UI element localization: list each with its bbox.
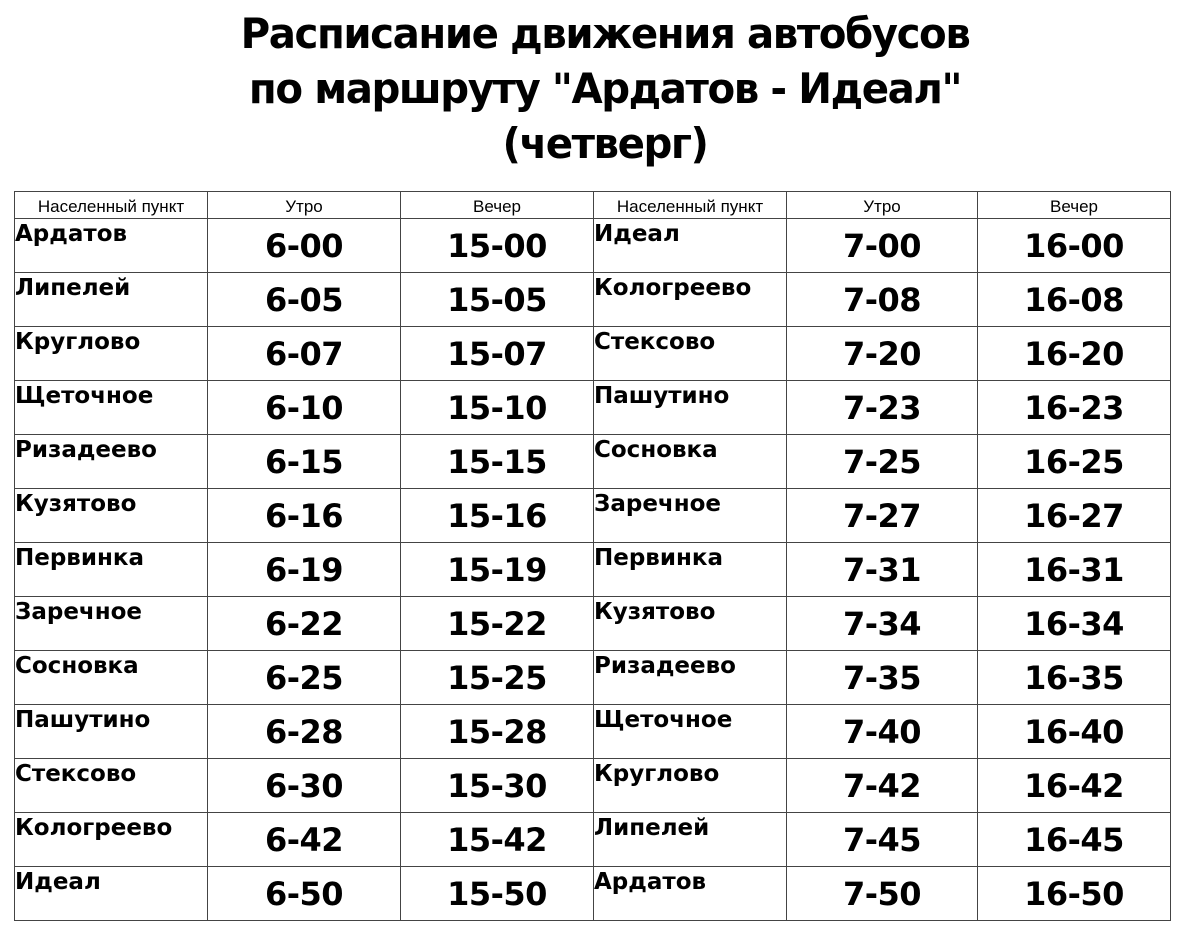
forward-evening-time: 15-28 [401, 705, 594, 759]
table-row [15, 435, 1171, 489]
table-row [15, 489, 1171, 543]
return-stop-cell: Кологреево [594, 273, 787, 327]
forward-evening-time: 15-22 [401, 597, 594, 651]
forward-morning-time: 6-22 [208, 597, 401, 651]
table-row [15, 813, 1171, 867]
return-morning-time: 7-27 [787, 489, 978, 543]
schedule-title [24, 6, 1181, 171]
table-row [15, 381, 1171, 435]
forward-morning-time: 6-07 [208, 327, 401, 381]
return-morning-time: 7-50 [787, 867, 978, 921]
forward-stop-cell: Кологреево [15, 813, 208, 867]
return-morning-time: 7-40 [787, 705, 978, 759]
table-row [15, 651, 1171, 705]
title-line-1: Расписание движения автобусов [240, 9, 970, 58]
forward-morning-time: 6-00 [208, 219, 401, 273]
forward-morning-time: 6-25 [208, 651, 401, 705]
forward-evening-time: 15-50 [401, 867, 594, 921]
return-evening-time: 16-25 [978, 435, 1171, 489]
forward-evening-time: 15-00 [401, 219, 594, 273]
forward-evening-time: 15-15 [401, 435, 594, 489]
header-return-stop: Населенный пункт [594, 192, 787, 219]
forward-morning-time: 6-15 [208, 435, 401, 489]
return-stop-cell: Круглово [594, 759, 787, 813]
table-row [15, 273, 1171, 327]
title-line-2: по маршруту "Ардатов - Идеал" [248, 64, 962, 113]
return-stop-cell: Заречное [594, 489, 787, 543]
forward-morning-time: 6-28 [208, 705, 401, 759]
return-morning-time: 7-25 [787, 435, 978, 489]
forward-morning-time: 6-16 [208, 489, 401, 543]
return-morning-time: 7-45 [787, 813, 978, 867]
return-stop-cell: Первинка [594, 543, 787, 597]
return-stop-cell: Ардатов [594, 867, 787, 921]
return-stop-cell: Ризадеево [594, 651, 787, 705]
return-evening-time: 16-42 [978, 759, 1171, 813]
return-morning-time: 7-20 [787, 327, 978, 381]
table-body [15, 219, 1171, 921]
forward-evening-time: 15-42 [401, 813, 594, 867]
return-stop-cell: Щеточное [594, 705, 787, 759]
forward-stop-cell: Ардатов [15, 219, 208, 273]
forward-evening-time: 15-05 [401, 273, 594, 327]
title-line-3: (четверг) [502, 119, 708, 168]
forward-stop-cell: Кузятово [15, 489, 208, 543]
return-evening-time: 16-34 [978, 597, 1171, 651]
return-stop-cell: Стексово [594, 327, 787, 381]
return-evening-time: 16-50 [978, 867, 1171, 921]
return-morning-time: 7-35 [787, 651, 978, 705]
table-header-row [15, 192, 1171, 219]
forward-stop-cell: Идеал [15, 867, 208, 921]
forward-evening-time: 15-10 [401, 381, 594, 435]
header-return-evening: Вечер [978, 192, 1171, 219]
return-morning-time: 7-00 [787, 219, 978, 273]
return-stop-cell: Кузятово [594, 597, 787, 651]
forward-evening-time: 15-16 [401, 489, 594, 543]
table-row [15, 867, 1171, 921]
return-evening-time: 16-08 [978, 273, 1171, 327]
forward-morning-time: 6-19 [208, 543, 401, 597]
header-forward-morning: Утро [208, 192, 401, 219]
forward-evening-time: 15-19 [401, 543, 594, 597]
return-evening-time: 16-23 [978, 381, 1171, 435]
forward-stop-cell: Заречное [15, 597, 208, 651]
return-morning-time: 7-42 [787, 759, 978, 813]
return-morning-time: 7-23 [787, 381, 978, 435]
return-stop-cell: Липелей [594, 813, 787, 867]
forward-morning-time: 6-10 [208, 381, 401, 435]
return-evening-time: 16-20 [978, 327, 1171, 381]
forward-stop-cell: Щеточное [15, 381, 208, 435]
return-stop-cell: Сосновка [594, 435, 787, 489]
bus-schedule-table [14, 191, 1171, 921]
forward-stop-cell: Пашутино [15, 705, 208, 759]
forward-stop-cell: Ризадеево [15, 435, 208, 489]
table-row [15, 759, 1171, 813]
table-row [15, 219, 1171, 273]
forward-evening-time: 15-30 [401, 759, 594, 813]
forward-evening-time: 15-07 [401, 327, 594, 381]
forward-stop-cell: Круглово [15, 327, 208, 381]
header-return-morning: Утро [787, 192, 978, 219]
return-evening-time: 16-00 [978, 219, 1171, 273]
forward-stop-cell: Липелей [15, 273, 208, 327]
table-row [15, 705, 1171, 759]
return-evening-time: 16-31 [978, 543, 1171, 597]
return-stop-cell: Идеал [594, 219, 787, 273]
return-evening-time: 16-27 [978, 489, 1171, 543]
header-forward-stop: Населенный пункт [15, 192, 208, 219]
header-forward-evening: Вечер [401, 192, 594, 219]
forward-stop-cell: Первинка [15, 543, 208, 597]
return-evening-time: 16-45 [978, 813, 1171, 867]
forward-stop-cell: Сосновка [15, 651, 208, 705]
return-morning-time: 7-08 [787, 273, 978, 327]
forward-morning-time: 6-30 [208, 759, 401, 813]
return-evening-time: 16-35 [978, 651, 1171, 705]
forward-morning-time: 6-50 [208, 867, 401, 921]
table-row [15, 543, 1171, 597]
forward-stop-cell: Стексово [15, 759, 208, 813]
return-morning-time: 7-34 [787, 597, 978, 651]
forward-morning-time: 6-42 [208, 813, 401, 867]
table-row [15, 597, 1171, 651]
forward-morning-time: 6-05 [208, 273, 401, 327]
return-evening-time: 16-40 [978, 705, 1171, 759]
return-stop-cell: Пашутино [594, 381, 787, 435]
table-row [15, 327, 1171, 381]
return-morning-time: 7-31 [787, 543, 978, 597]
forward-evening-time: 15-25 [401, 651, 594, 705]
